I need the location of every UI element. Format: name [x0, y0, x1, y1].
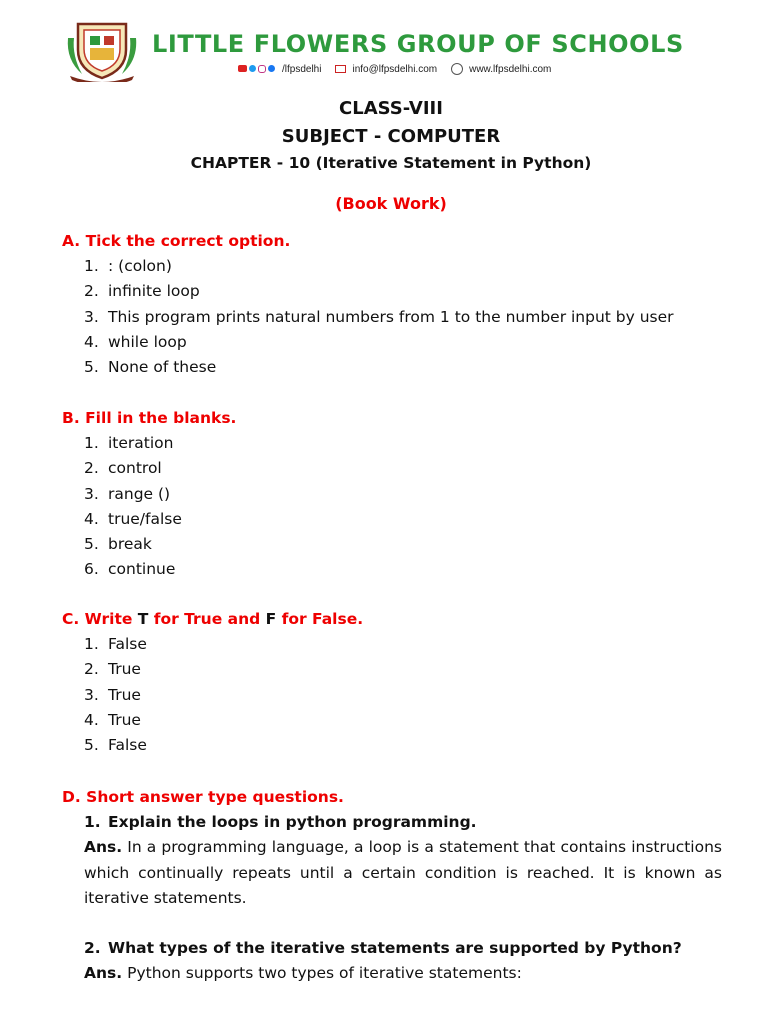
list-item: 5. break — [84, 535, 152, 554]
contact-row — [238, 63, 551, 75]
school-name: LITTLE FLOWERS GROUP OF SCHOOLS — [152, 30, 684, 58]
section-b — [62, 406, 722, 583]
bookwork-label: (Book Work) — [335, 194, 447, 213]
list-item: 3. range () — [84, 484, 171, 503]
section-c-list — [62, 632, 722, 758]
list-item: 6. continue — [84, 560, 176, 579]
website-url: www.lfpsdelhi.com — [469, 63, 552, 75]
section-c-heading: C. Write T for True and F for False. — [62, 610, 364, 628]
globe-icon — [451, 63, 463, 75]
question-1: 1. Explain the loops in python programming. — [84, 813, 477, 831]
list-item: 4. while loop — [84, 332, 187, 351]
social-handle: /lfpsdelhi — [282, 63, 322, 75]
list-item: 1. iteration — [84, 434, 174, 452]
list-item: 3. This program prints natural numbers from 1 to the number input by user — [84, 307, 674, 326]
list-item: 2. control — [84, 459, 162, 478]
list-item: 4. True — [84, 710, 141, 729]
section-a-list — [62, 254, 722, 380]
class-title: CLASS-VIII — [339, 98, 443, 119]
subject-title: SUBJECT - COMPUTER — [281, 126, 501, 147]
section-d — [62, 785, 722, 986]
section-d-heading: D. Short answer type questions. — [62, 788, 344, 806]
list-item: 2. True — [84, 660, 141, 679]
section-a-heading: A. Tick the correct option. — [62, 232, 291, 250]
email-address: info@lfpsdelhi.com — [352, 63, 438, 75]
list-item: 1. : (colon) — [84, 257, 172, 275]
social-icons — [238, 65, 275, 73]
twitter-icon — [249, 65, 256, 72]
list-item: 1. False — [84, 635, 147, 653]
list-item: 3. True — [84, 685, 141, 704]
list-item: 5. False — [84, 736, 147, 755]
facebook-icon — [268, 65, 275, 72]
chapter-title: CHAPTER - 10 (Iterative Statement in Python) — [190, 154, 592, 172]
answer-1: Ans. In a programming language, a loop is a statement that contains instructions which continually repeats until a certain condition is reached. It is known as iterative statements. — [84, 838, 722, 907]
answer-2: Ans. Python supports two types of iterative statements: — [84, 963, 522, 982]
letterhead — [0, 0, 768, 86]
instagram-icon — [258, 65, 266, 73]
list-item: 4. true/false — [84, 509, 182, 528]
school-crest-logo — [62, 16, 142, 82]
question-2: 2. What types of the iterative statements are supported by Python? — [84, 938, 682, 957]
section-a — [62, 229, 722, 380]
list-item: 5. None of these — [84, 358, 217, 377]
section-b-list — [62, 431, 722, 583]
section-c — [62, 607, 722, 758]
list-item: 2. infinite loop — [84, 282, 200, 301]
mail-icon — [335, 65, 346, 73]
section-b-heading: B. Fill in the blanks. — [62, 409, 237, 427]
youtube-icon — [238, 65, 247, 72]
